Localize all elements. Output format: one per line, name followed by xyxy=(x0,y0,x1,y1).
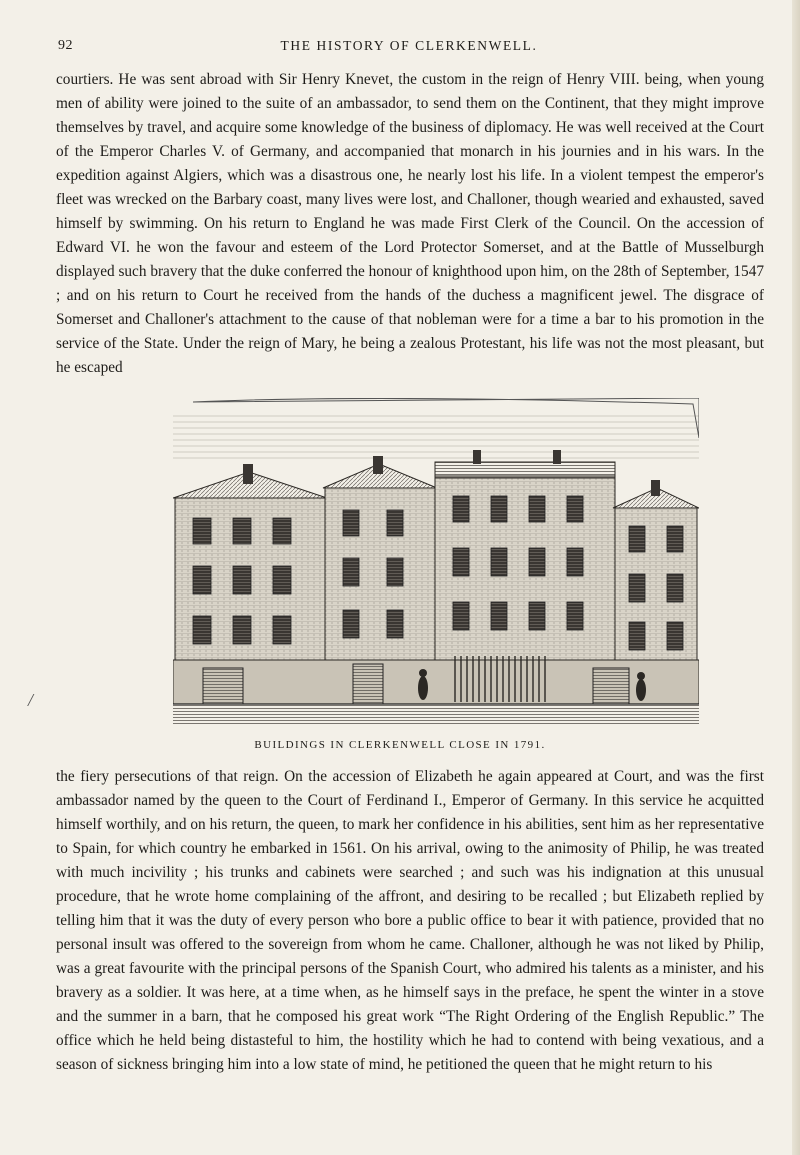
page-header xyxy=(58,38,760,58)
paragraph-text: the fiery persecutions of that reign. On the accession of Elizabeth he again appeared at Court, and was the first ambassador named by the queen to the Court of Ferdinand I., Emperor of Germany. In this service he acquitted himself worthily, and on his return, the queen, to mark her confidence in his abilities, sent him as her representative to Spain, for which country he embarked in 1561. On his arrival, owing to the animosity of Philip, he was treated with much incivility ; his trunks and cabinets were searched ; and such was his indignation at this unusual procedure, that he wrote home complaining of the affront, and desiring to be recalled ; but Elizabeth replied by telling him that it was the duty of every person who bore a public office to bear it with patience, provided that no personal insult was offered to the sovereign from whom he came. Challoner, although he was not liked by Philip, was a great favourite with the principal persons of the Spanish Court, who admired his talents as a minister, and his bravery as a soldier. It was here, at a time when, as he himself says in the preface, he spent the winter in a stove and the summer in a barn, that he composed his great work “The Right Ordering of the English Republic.” The office which he held being distasteful to him, the hostility which he had to contend with being vexatious, and a season of sickness bringing him into a low state of mind, he petitioned the queen that he might return to his xyxy=(56,768,764,1073)
margin-mark: / xyxy=(28,690,34,710)
buildings-engraving xyxy=(173,398,699,724)
figure-caption: BUILDINGS IN CLERKENWELL CLOSE IN 1791. xyxy=(254,739,546,751)
page-number: 92 xyxy=(58,38,73,53)
paragraph-text: courtiers. He was sent abroad with Sir Henry Knevet, the custom in the reign of Henry VIII. being, when young men of ability were joined to the suite of an ambassador, to send them on the Continent, that they might improve themselves by travel, and acquire some knowledge of the business of diplomacy. He was well received at the Court of the Emperor Charles V. of Germany, and accompanied that monarch in his journies and in his wars. In the expedition against Algiers, which was a disastrous one, he nearly lost his life. In a violent tempest the emperor's fleet was wrecked on the Barbary coast, many lives were lost, and Challoner, though wearied and exhausted, saved himself by swimming. On his return to England he was made First Clerk of the Council. On the accession of Edward VI. he won the favour and esteem of the Lord Protector Somerset, and at the Battle of Musselburgh displayed such bravery that the duke conferred the honour of knighthood upon him, on the 28th of September, 1547 ; and on his return to Court he received from the hands of the duchess a magnificent jewel. The disgrace of Somerset and Challoner's attachment to the cause of that nobleman were for a time a bar to his promotion in the service of the State. Under the reign of Mary, he being a zealous Protestant, his life was not the most pleasant, but he escaped xyxy=(56,71,764,376)
page-edge xyxy=(792,0,800,1155)
body-paragraph-1 xyxy=(56,68,764,380)
body-paragraph-2 xyxy=(56,765,764,1077)
engraving-illustration xyxy=(173,398,699,724)
running-title: THE HISTORY OF CLERKENWELL. xyxy=(280,38,538,53)
